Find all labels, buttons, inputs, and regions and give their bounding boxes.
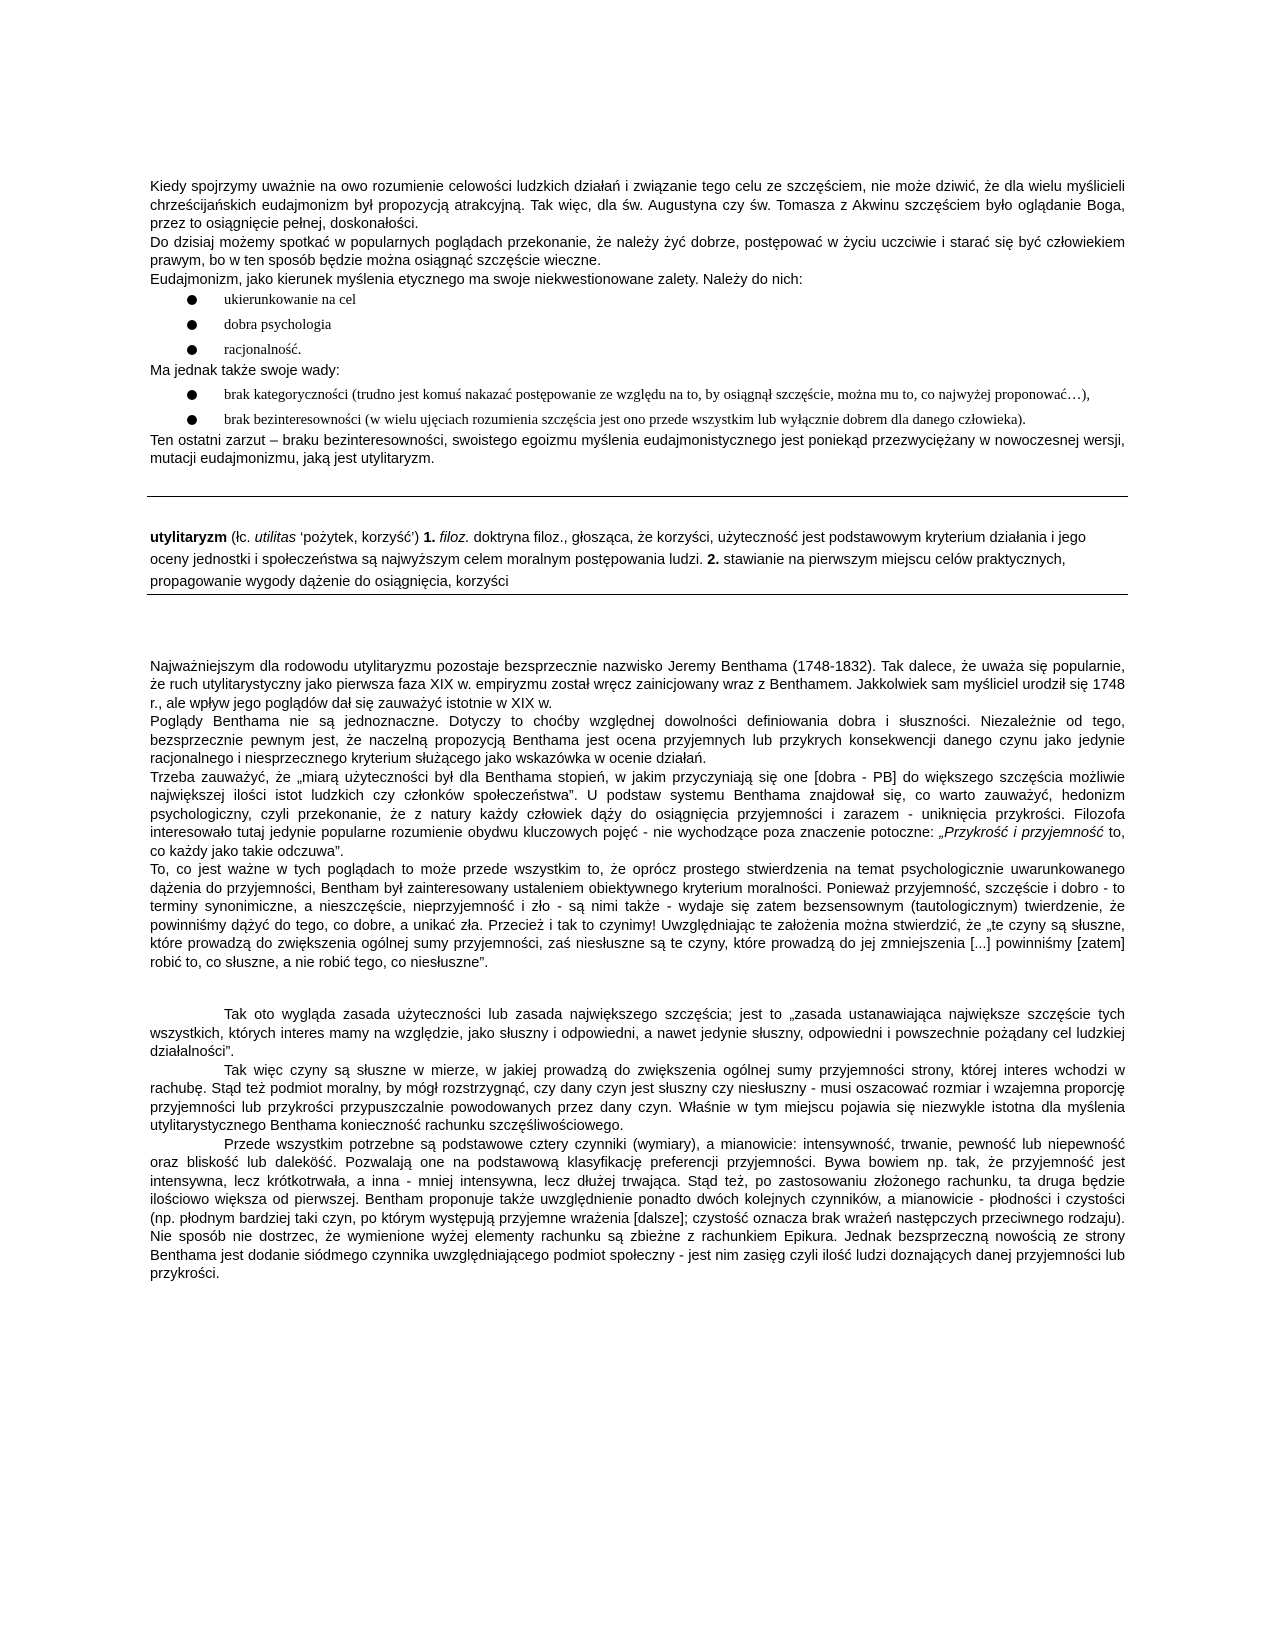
bentham-paragraph-2: Poglądy Benthama nie są jednoznaczne. Dotyczy to choćby względnej dowolności definiowania dobra i słuszności. Niezależnie od tego, bezsprzecznie pewnym jest, że naczelną propozycją Benthama jest ocena przyjemnych lub przykrych konsekwencji danego czynu jako jedynie racjonalnego i niesprzecznego kryterium służącego jako wskazówka w ocenie działań. — [150, 714, 1125, 767]
divider-top — [147, 496, 1128, 497]
bullet-icon — [187, 390, 197, 400]
bullet-icon — [187, 415, 197, 425]
bentham-paragraph-1: Najważniejszym dla rodowodu utylitaryzmu pozostaje bezsprzecznie nazwisko Jeremy Benthama (1748-1832). Tak dalece, że uważa się popularnie, że ruch utylitarystyczny jako pierwsza faza XIX w. empiryzmu został wręcz zainicjowany wraz z Benthamem. Jakkolwiek sam myśliciel urodził się 1748 r., ale wpływ jego poglądów dał się zauważyć istotnie w XIX w. — [150, 658, 1125, 712]
intro-paragraph-3: Eudajmonizm, jako kierunek myślenia etycznego ma swoje niekwestionowane zalety. Należy do nich: — [150, 271, 803, 288]
advantages-list — [150, 292, 1125, 359]
definition-term: utylitaryzm — [150, 529, 228, 546]
intro-paragraph-4: Ma jednak także swoje wady: — [150, 363, 340, 379]
intro-paragraph-5: Ten ostatni zarzut – braku bezinteresowności, swoistego egoizmu myślenia eudajmonistycznego jest poniekąd przezwyciężany w nowoczesnej wersji, mutacji eudajmonizmu, jaką jest utylitaryzm. — [150, 432, 1125, 467]
list-item: racjonalność. — [224, 342, 1125, 359]
bentham-paragraph-3: Trzeba zauważyć, że „miarą użyteczności był dla Benthama stopień, w jakim przyczyniają się one [dobra - PB] do większego szczęścia możliwie największej ilości istot ludzkich czy członków społeczeństwa”. U podstaw systemu Benthama znajdował się, co warto zauważyć, hedonizm psychologiczny, czyli przekonanie, że z natury każdy człowiek dąży do osiągnięcia przyjemności i zarazem - uniknięcia przykrości. Filozofa interesowało tutaj jedynie popularne rozumienie obydwu kluczowych pojęć - nie wychodzące poza znaczenie potoczne: „Przykrość i przyjemność to, co każdy jako takie odczuwa”. — [150, 769, 1125, 860]
bullet-icon — [187, 345, 197, 355]
bullet-icon — [187, 295, 197, 305]
document-page — [150, 178, 1125, 1284]
principle-paragraph-3: Przede wszystkim potrzebne są podstawowe cztery czynniki (wymiary), a mianowicie: intensywność, trwanie, pewność lub niepewność oraz bliskość lub daleköść. Pozwalają one na podstawową klasyfikację preferencji przyjemności. Bywa bowiem np. tak, że przyjemność jest intensywna, lecz krótkotrwała, a inna - mniej intensywna, lecz dłużej trwająca. Stąd też, po zastosowaniu złożonego rachunku, ta druga będzie ilościowo większa od pierwszej. Bentham proponuje także uwzględnienie ponadto dwóch kolejnych czynników, a mianowicie - płodności i czystości (np. płodnym bardziej taki czyn, po którym występują przyjemne wrażenia [dalsze]; czystość oznacza brak wrażeń następczych przeciwnego rodzaju). Nie sposób nie dostrzec, że wymienione wyżej elementy rachunku są zbieżne z rachunkiem Epikura. Jednak bezsprzeczną nowością ze strony Benthama jest dodanie siódmego czynnika uwzględniającego podmiot społeczny - jest nim zasięg czyli ilość ludzi doznających danej przyjemności lub przykrości. — [150, 1136, 1125, 1282]
bullet-icon — [187, 320, 197, 330]
intro-paragraph-1: Kiedy spojrzymy uważnie na owo rozumienie celowości ludzkich działań i związanie tego celu ze szczęściem, nie może dziwić, że dla wielu myślicieli chrześcijańskich eudajmonizm był propozycją atrakcyjną. Tak więc, dla św. Augustyna czy św. Tomasza z Akwinu szczęściem było oglądanie Boga, przez to osiągnięcie pełnej, doskonałości. — [150, 179, 1125, 232]
list-item: ukierunkowanie na cel — [224, 292, 1125, 309]
list-item: dobra psychologia — [224, 317, 1125, 334]
principle-paragraph-2: Tak więc czyny są słuszne w mierze, w jakiej prowadzą do zwiększenia ogólnej sumy przyjemności strony, której interes wchodzi w rachubę. Stąd też podmiot moralny, by mógł rozstrzygnąć, czy dany czyn jest słuszny czy niesłuszny - musi oszacować rozmiar i wzajemna proporcję przyjemności lub przykrości przypuszczalnie powodowanych przez dany czyn. Właśnie w tym miejscu pojawia się niezwykle istotna dla myślenia utylitarystycznego Benthama konieczność rachunku szczęśliwościowego. — [150, 1062, 1125, 1134]
disadvantages-list — [150, 387, 1125, 429]
bentham-paragraph-4: To, co jest ważne w tych poglądach to może przede wszystkim to, że oprócz prostego stwierdzenia na temat psychologicznie uwarunkowanego dążenia do przyjemności, Bentham był zainteresowany ustaleniem obiektywnego kryterium moralności. Ponieważ przyjemność, szczęście i dobro - to terminy synonimiczne, a nieszczęście, nieprzyjemność i zło - są nimi także - wydaje się zatem bezsensownym (tautologicznym) twierdzenie, że powinniśmy dążyć do tego, co dobre, a unikać zła. Przecież i tak to czynimy! Uwzględniając te założenia można stwierdzić, że „te czyny są słuszne, które prowadzą do zwiększenia ogólnej sumy przyjemności, zaś niesłuszne są te czyny, które prowadzą do jej zmniejszenia [...] powinniśmy [zatem] robić to, co słuszne, a nie robić tego, co niesłuszne”. — [150, 862, 1125, 971]
list-item: brak bezinteresowności (w wielu ujęciach rozumienia szczęścia jest ono przede wszystkim lub wyłącznie dobrem dla danego człowieka). — [224, 412, 1125, 429]
list-item: brak kategoryczności (trudno jest komuś nakazać postępowanie ze względu na to, by osiągnął szczęście, można mu to, co najwyżej proponować…), — [224, 387, 1125, 404]
intro-paragraph-2: Do dzisiaj możemy spotkać w popularnych poglądach przekonanie, że należy żyć dobrze, postępować w życiu uczciwie i starać się być człowiekiem prawym, bo w ten sposób będzie można osiągnąć szczęście wieczne. — [150, 234, 1125, 269]
principle-paragraph-1: Tak oto wygląda zasada użyteczności lub zasada największego szczęścia; jest to „zasada ustanawiająca największe szczęście tych wszystkich, których interes mamy na względzie, jako słuszny i odpowiedni, a nawet jedynie słuszny, odpowiedni i powszechnie pożądany cel ludzkiej działalności”. — [150, 1007, 1125, 1060]
definition-entry: utylitaryzm (łc. utilitas ‘pożytek, korzyść’) 1. filoz. doktryna filoz., głosząca, że korzyści, użyteczność jest podstawowym kryterium działania i jego oceny jednostki i społeczeństwa są najwyższym celem moralnym postępowania ludzi. 2. stawianie na pierwszym miejscu celów praktycznych, propagowanie wygody dążenie do osiągnięcia, korzyści — [150, 529, 1086, 590]
